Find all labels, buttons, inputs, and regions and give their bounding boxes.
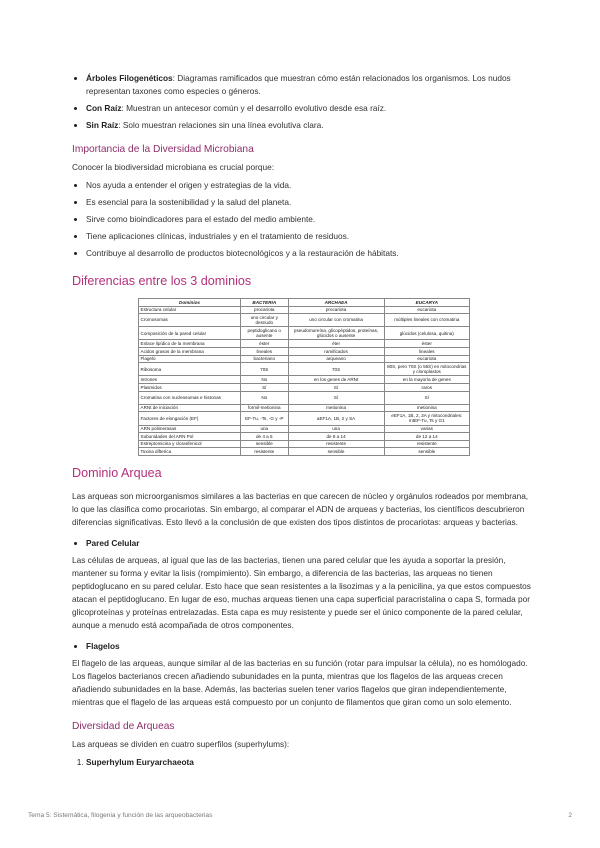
table-body (139, 306, 470, 455)
table-cell: procariota (288, 306, 384, 314)
table-row (139, 440, 470, 448)
table-cell: una (288, 425, 384, 433)
table-cell: formil-metionina (241, 404, 289, 412)
list-item: • Sirve como bioindicadores para el estado del medio ambiente. (86, 213, 532, 226)
table-cell: uno circular y desnudo (241, 314, 289, 327)
table-cell: Toxina difterica (139, 448, 241, 456)
list-item: • Contribuye al desarrollo de productos biotecnológicos y a la restauración de hábitats. (86, 247, 532, 260)
table-cell: metionina (288, 404, 384, 412)
table-cell: No (241, 391, 289, 404)
list-item: • Sin Raíz: Solo muestran relaciones sin una línea evolutiva clara. (86, 119, 532, 132)
table-cell: de 8 a 14 (288, 433, 384, 441)
list-item: 1. Superhylum Euryarchaeota (86, 756, 532, 769)
table-header-row (139, 299, 470, 307)
list-item: • Nos ayuda a entender el origen y estrategias de la vida. (86, 179, 532, 192)
table-row (139, 376, 470, 384)
table-cell: Sí (384, 391, 469, 404)
table-cell: ARN polimerasas (139, 425, 241, 433)
table-row (139, 347, 470, 355)
table-cell: uno circular con cromatina (288, 314, 384, 327)
table-row (139, 340, 470, 348)
table-row (139, 404, 470, 412)
table-cell: eEF1A, 1B, 2, 3A y mitocondriales: mtEF-Tu, Ts y G1 (384, 412, 469, 425)
table-cell: 70S (288, 363, 384, 376)
table-cell: varias (384, 425, 469, 433)
archaea-intro: Las arqueas son microorganismos similares a las bacterias en que carecen de núcleo y orgánulos rodeados por membrana, lo que las clasifica como procariotas. Sin embargo, al comparar el ADN de arqueas y bacterias, los científicos descubrieron diferencias significativas. Esto llevó a la conclusión de que existen dos tipos distintos de procariotas: arqueas y bacterias. (72, 490, 529, 527)
table-cell: resistente (241, 448, 289, 456)
page-footer (28, 812, 572, 819)
table-cell: Ribosoma (139, 363, 241, 376)
table-cell: Sí (288, 391, 384, 404)
table-cell: de 12 a 14 (384, 433, 469, 441)
table-row (139, 355, 470, 363)
table-cell: Enlace lipídico de la membrana (139, 340, 241, 348)
table-cell: aEF1A, 1B, 2 y SA (288, 412, 384, 425)
table-cell: Composición de la pared celular (139, 327, 241, 340)
table-row (139, 448, 470, 456)
table-cell: sensible (384, 448, 469, 456)
table-cell: metionina (384, 404, 469, 412)
table-cell: procariota (241, 306, 289, 314)
list-item: • Tiene aplicaciones clínicas, industriales y en el tratamiento de residuos. (86, 230, 532, 243)
diversity-list (72, 756, 532, 769)
table-cell: raros (384, 383, 469, 391)
importance-heading: Importancia de la Diversidad Microbiana (72, 144, 254, 155)
table-header: ARCHAEA (288, 299, 384, 307)
table-cell: éster (384, 340, 469, 348)
table-cell: Sí (241, 383, 289, 391)
table-row (139, 433, 470, 441)
wall-list (72, 537, 532, 550)
footer-text: Tema 5: Sistemática, filogenia y función de las arqueobacterias (28, 812, 213, 819)
table-row (139, 327, 470, 340)
table-cell: Subunidades del ARN Pol (139, 433, 241, 441)
list-item (86, 537, 532, 550)
domains-table (138, 298, 470, 456)
page-number: 2 (568, 812, 572, 819)
domains-heading: Diferencias entre los 3 dominios (72, 274, 252, 288)
table-cell: EF-Tu, -Ts, -G y -P (241, 412, 289, 425)
table-cell: Cromatina con nucleosomas e histonas (139, 391, 241, 404)
table-cell: 70S (241, 363, 289, 376)
table-cell: Plasmidos (139, 383, 241, 391)
table-row (139, 412, 470, 425)
page-content (72, 70, 532, 773)
archaea-heading: Dominio Arquea (72, 465, 162, 480)
table-cell: No (241, 376, 289, 384)
table-cell: resistente (384, 440, 469, 448)
table-cell: peptidoglicano o ausente (241, 327, 289, 340)
flag-text: El flagelo de las arqueas, aunque similar al de las bacterias en su función (rotar para impulsar la célula), no es homólogado. Los flagelos bacterianos crecen añadiendo subunidades en la punta, mientras que los flagelos de las arqueas crecen añadiendo subunidades en la base. Además, las bacterias suelen tener varios flagelos que giran independientemente, mientras que el flagelo de las arqueas está compuesto por un conjunto de filamentos que giran como un solo elemento. (72, 657, 528, 707)
table-cell: sensible (241, 440, 289, 448)
table-cell: ARNt de iniciación (139, 404, 241, 412)
table-header: BACTERIA (241, 299, 289, 307)
table-cell: pseudomureína, glicopéptidos, proteínas, glúcidos o ausente (288, 327, 384, 340)
list-item: • Con Raíz: Muestran un antecesor común y el desarrollo evolutivo desde esa raíz. (86, 102, 532, 115)
table-cell: éster (241, 340, 289, 348)
table-cell: en los genes de ARNt (288, 376, 384, 384)
table-cell: Factores de elongación (EF) (139, 412, 241, 425)
table-cell: 80S, pero 70S (o 55S) en mitocondrias y cloroplastos (384, 363, 469, 376)
list-item: • Es esencial para la sostenibilidad y la salud del planeta. (86, 196, 532, 209)
table-cell: lineales (241, 347, 289, 355)
table-cell: bacteriano (241, 355, 289, 363)
table-cell: múltiples lineales con cromatina (384, 314, 469, 327)
table-header: EUCARYA (384, 299, 469, 307)
table-cell: Intrones (139, 376, 241, 384)
table-cell: Flagelo (139, 355, 241, 363)
table-cell: éter (288, 340, 384, 348)
table-cell: eucariota (384, 355, 469, 363)
table-row (139, 363, 470, 376)
list-item: • Árboles Filogenéticos: Diagramas ramificados que muestran cómo están relacionados los organismos. Los nudos representan taxones como especies o géneros. (86, 72, 532, 98)
intro-list (72, 72, 532, 132)
table-cell: lineales (384, 347, 469, 355)
table-row (139, 425, 470, 433)
table-cell: Acidos grasos de la membrana (139, 347, 241, 355)
table-cell: Cromosomas (139, 314, 241, 327)
wall-text: Las células de arqueas, al igual que las de las bacterias, tienen una pared celular que les ayuda a soportar la presión, mantener su forma y evitar la lisis (rompimiento). Sin embargo, a diferencia de las bacterias, las arqueas no tienen peptidoglucano en su pared celular. Esto hace que sean resistentes a la lisozimas y a la penicilina, ya que estos compuestos atacan el peptidoglucano. En lugar de eso, muchas arqueas tienen una capa superficial paracristalina o capa S, formada por glicoproteínas y proteínas entrelazadas. Esta capa es muy resistente y puede ser el único componente de la pared celular, aunque a menudo está acompañada de otros componentes. (72, 554, 531, 630)
table-cell: Estructura celular (139, 306, 241, 314)
table-cell: Estreptomicina y cloranfenicol (139, 440, 241, 448)
table-cell: resistente (288, 440, 384, 448)
diversity-heading: Diversidad de Arqueas (72, 720, 175, 732)
table-cell: glúcidos (celulosa, quitina) (384, 327, 469, 340)
importance-intro: Conocer la biodiversidad microbiana es crucial porque: (72, 162, 274, 172)
flag-list (72, 640, 532, 653)
table-cell: una (241, 425, 289, 433)
table-cell: arqueano (288, 355, 384, 363)
flag-title: Flagelos (86, 640, 120, 651)
table-cell: en la mayoría de genes (384, 376, 469, 384)
importance-list (72, 179, 532, 260)
table-row (139, 391, 470, 404)
table-cell: Sí (288, 383, 384, 391)
diversity-intro: Las arqueas se dividen en cuatro superfilos (superhylums): (72, 738, 290, 749)
list-item (86, 640, 532, 653)
table-cell: sensible (288, 448, 384, 456)
table-header: Dominios (139, 299, 241, 307)
table-cell: eucariota (384, 306, 469, 314)
table-row (139, 383, 470, 391)
table-cell: de 4 a 5 (241, 433, 289, 441)
wall-title: Pared Celular (86, 537, 140, 548)
table-row (139, 314, 470, 327)
table-cell: ramificados (288, 347, 384, 355)
table-row (139, 306, 470, 314)
